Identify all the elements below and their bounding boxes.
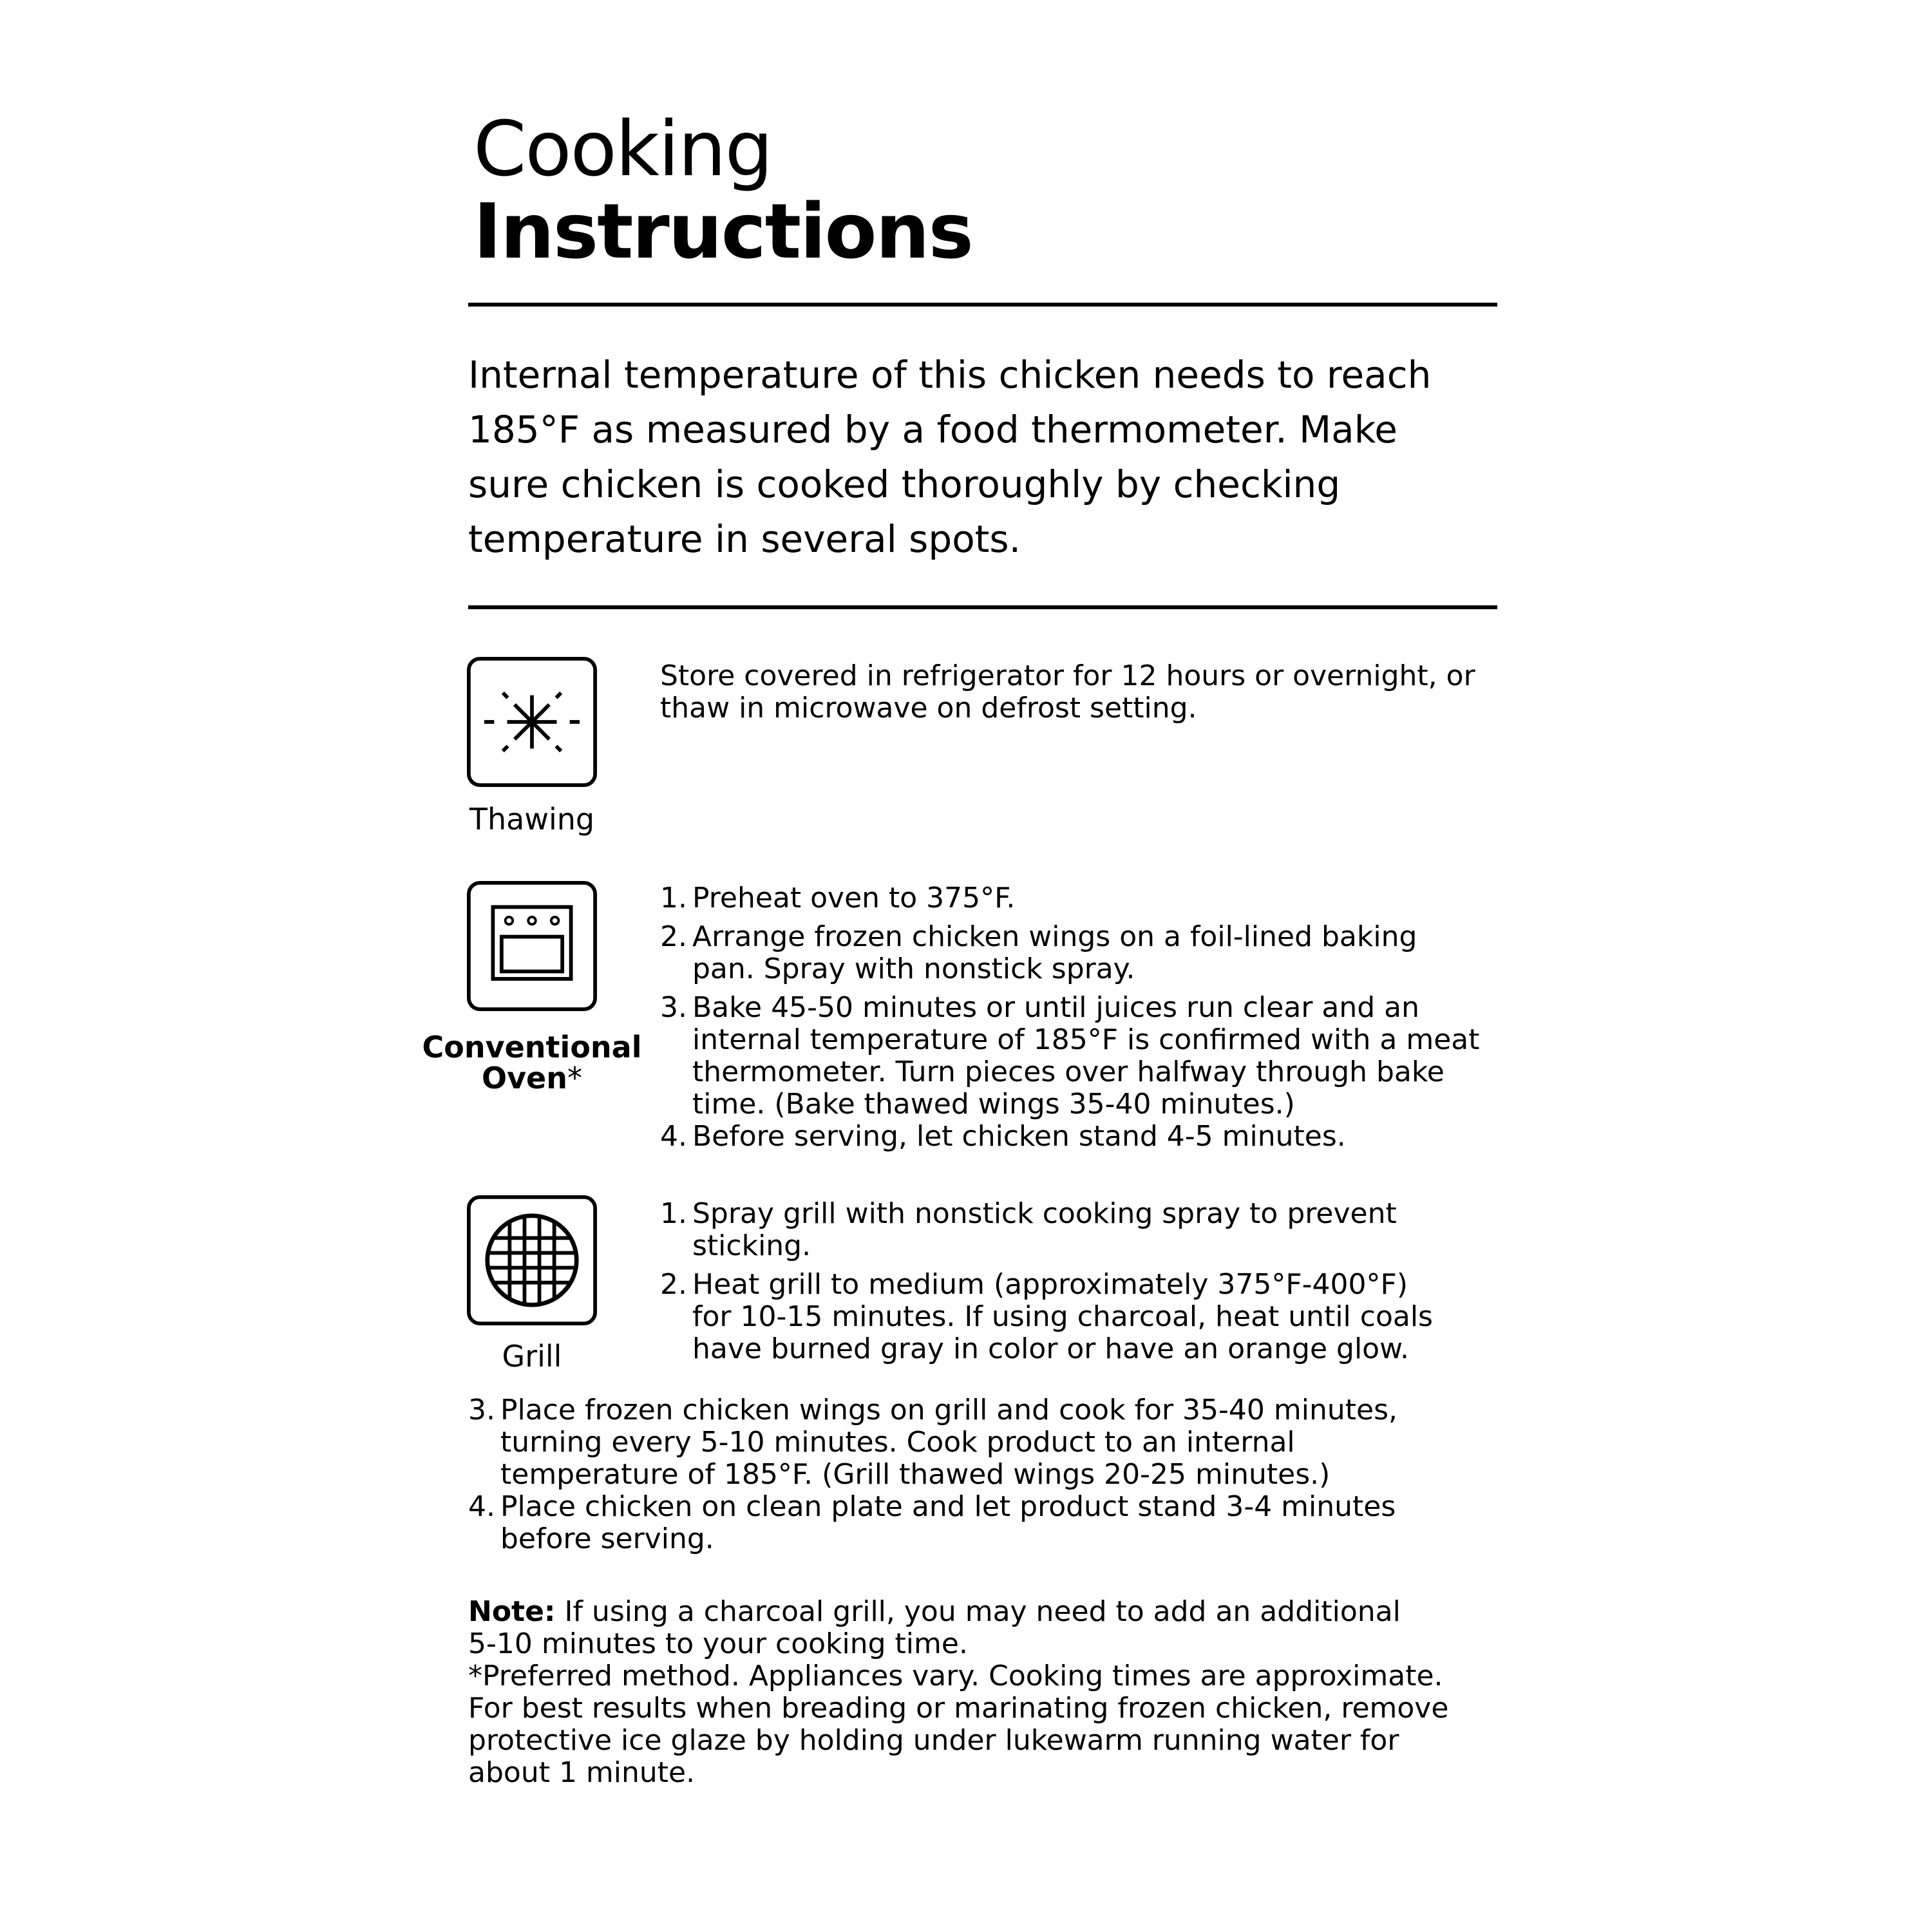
oven-step xyxy=(660,992,1479,1121)
oven-step xyxy=(660,1121,1479,1153)
thawing-line: thaw in microwave on defrost setting. xyxy=(660,692,1197,724)
grill-steps-lower xyxy=(468,1394,1397,1555)
intro-line: Internal temperature of this chicken needs to reach xyxy=(468,353,1432,397)
oven-icon xyxy=(467,881,597,1011)
step-line: Before serving, let chicken stand 4-5 minutes. xyxy=(692,1120,1346,1153)
step-line: Place frozen chicken wings on grill and cook for 35-40 minutes, xyxy=(500,1394,1397,1426)
step-line: turning every 5-10 minutes. Cook product to an internal xyxy=(500,1426,1295,1459)
grill-label: Grill xyxy=(502,1339,562,1374)
preferred-mark: * xyxy=(567,1061,583,1095)
oven-label-text: Oven xyxy=(481,1061,568,1095)
step-line: thermometer. Turn pieces over halfway through bake xyxy=(692,1056,1444,1088)
step-line: Preheat oven to 375°F. xyxy=(692,882,1016,914)
step-line: time. (Bake thawed wings 35-40 minutes.) xyxy=(692,1088,1295,1121)
step-number: 3. xyxy=(468,1394,495,1426)
oven-steps xyxy=(660,882,1479,1153)
oven-label-line-2 xyxy=(415,1063,649,1094)
intro-line: 185°F as measured by a food thermometer. Make xyxy=(468,408,1397,451)
footnote-line: For best results when breading or marinating frozen chicken, remove xyxy=(468,1692,1449,1725)
intro-line: temperature in several spots. xyxy=(468,517,1021,561)
thawing-instructions xyxy=(660,660,1475,724)
note-line xyxy=(468,1596,1448,1628)
oven-label xyxy=(415,1032,649,1094)
step-line: Heat grill to medium (approximately 375°F-400°F) xyxy=(692,1268,1408,1301)
footnote-line: protective ice glaze by holding under lukewarm running water for xyxy=(468,1724,1399,1757)
step-line: for 10-15 minutes. If using charcoal, heat until coals xyxy=(692,1300,1433,1333)
top-divider xyxy=(468,303,1497,307)
step-line: sticking. xyxy=(692,1229,811,1262)
grill-icon xyxy=(467,1195,597,1325)
note-section xyxy=(468,1596,1448,1789)
step-number: 4. xyxy=(468,1490,495,1523)
thawing-line: Store covered in refrigerator for 12 hours or overnight, or xyxy=(660,659,1475,692)
step-line: Bake 45-50 minutes or until juices run clear and an xyxy=(692,991,1420,1024)
step-line: Arrange frozen chicken wings on a foil-lined baking xyxy=(692,920,1417,953)
step-line: Place chicken on clean plate and let product stand 3-4 minutes xyxy=(500,1490,1396,1523)
page-title-line-1: Cooking xyxy=(473,104,772,193)
step-number: 4. xyxy=(660,1120,687,1153)
intro-paragraph xyxy=(468,348,1499,567)
grill-steps-upper xyxy=(660,1198,1433,1365)
step-number: 2. xyxy=(660,1268,687,1301)
grill-step xyxy=(468,1491,1397,1555)
oven-label-line-1: Conventional xyxy=(422,1030,642,1065)
step-line: have burned gray in color or have an orange glow. xyxy=(692,1332,1410,1365)
step-line: internal temperature of 185°F is confirmed with a meat xyxy=(692,1023,1480,1056)
note-text: If using a charcoal grill, you may need to add an additional xyxy=(555,1595,1401,1628)
step-line: Spray grill with nonstick cooking spray to prevent xyxy=(692,1197,1397,1230)
snowflake-icon xyxy=(467,657,597,787)
oven-step xyxy=(660,921,1479,985)
step-number: 3. xyxy=(660,991,687,1024)
intro-divider xyxy=(468,605,1497,609)
step-line: pan. Spray with nonstick spray. xyxy=(692,952,1135,985)
step-number: 1. xyxy=(660,882,687,914)
note-label: Note: xyxy=(468,1595,556,1628)
intro-line: sure chicken is cooked thoroughly by checking xyxy=(468,462,1341,506)
step-number: 1. xyxy=(660,1197,687,1230)
footnote-line: *Preferred method. Appliances vary. Cooking times are approximate. xyxy=(468,1660,1443,1692)
step-line: before serving. xyxy=(500,1522,714,1555)
grill-step xyxy=(660,1269,1433,1365)
step-number: 2. xyxy=(660,920,687,953)
grill-step xyxy=(660,1198,1433,1262)
footnote-line: about 1 minute. xyxy=(468,1756,696,1789)
step-line: temperature of 185°F. (Grill thawed wings 20-25 minutes.) xyxy=(500,1458,1331,1491)
grill-step xyxy=(468,1394,1397,1491)
page-title-line-2: Instructions xyxy=(473,187,972,276)
oven-step xyxy=(660,882,1479,914)
note-line: 5-10 minutes to your cooking time. xyxy=(468,1627,968,1660)
thawing-label: Thawing xyxy=(469,802,595,837)
